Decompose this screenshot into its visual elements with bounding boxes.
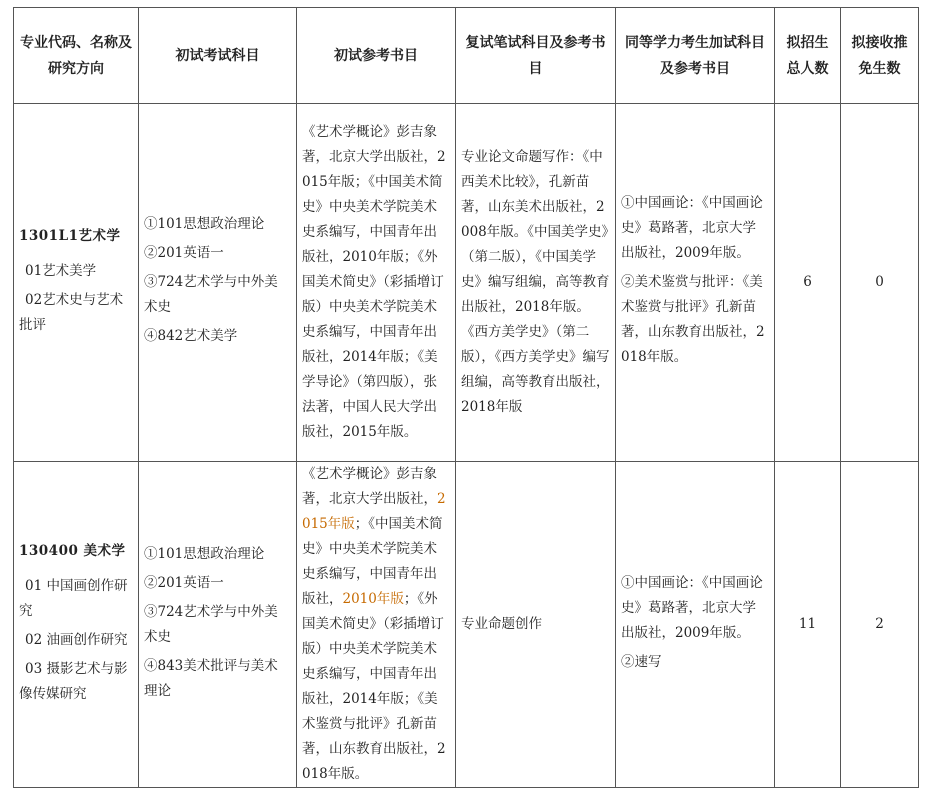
exempt-cell: 0: [841, 104, 919, 462]
header-exempt-count: 拟接收推免生数: [841, 8, 919, 104]
subjects-cell: [139, 462, 297, 788]
subject: ②201英语一: [144, 574, 224, 591]
header-major: 专业代码、名称及研究方向: [14, 8, 139, 104]
subject: ③724艺术学与中外美术史: [144, 274, 278, 315]
major-name: 130400 美术学: [19, 542, 126, 559]
subject: ①101思想政治理论: [144, 216, 265, 232]
books-cell: [297, 462, 456, 788]
extra-cell: [616, 104, 775, 462]
extra-item: ②速写: [621, 653, 662, 670]
subject: ①101思想政治理论: [144, 545, 265, 562]
total-cell: 11: [775, 462, 841, 788]
retest-cell: 专业论文命题写作：《中西美术比较》，孔新苗著，山东美术出版社，2008年版。《中国美学史》（第二版），《中国美学史》编写组编，高等教育出版社，2018年版。《西方美学史》（第二版），《西方美学史》编写组编，高等教育出版社，2018年版: [456, 104, 616, 462]
major-cell: [14, 462, 139, 788]
total-cell: 6: [775, 104, 841, 462]
books-text: 《艺术学概论》彭吉象著，北京大学出版社，: [302, 466, 437, 507]
books-highlight: 2010年版: [342, 591, 404, 607]
direction: 01 中国画创作研究: [19, 577, 128, 619]
retest-cell: 专业命题创作: [456, 462, 616, 788]
direction: 02 油画创作研究: [25, 631, 128, 648]
books-text: ；《外国美术简史》（彩插增订版）中央美术学院美术史系编写，中国青年出版社，2014年版；《美术鉴赏与批评》孔新苗著，山东教育出版社，2018年版。: [302, 591, 446, 782]
header-total-enrollment: 拟招生总人数: [775, 8, 841, 104]
header-row: [14, 8, 919, 104]
header-exam-subjects: 初试考试科目: [139, 8, 297, 104]
extra-item: ①中国画论：《中国画论史》葛路著，北京大学出版社，2009年版。: [621, 574, 763, 641]
admissions-table: [13, 7, 919, 788]
header-extra-exam: 同等学力考生加试科目及参考书目: [616, 8, 775, 104]
subject: ④843美术批评与美术理论: [144, 657, 278, 699]
direction: 01艺术美学: [25, 262, 97, 279]
table-row: [14, 462, 919, 788]
header-reference-books: 初试参考书目: [297, 8, 456, 104]
major-cell: [14, 104, 139, 462]
subjects-cell: [139, 104, 297, 462]
extra-item: ①中国画论：《中国画论史》葛路著，北京大学出版社，2009年版。: [621, 195, 763, 261]
direction: 02艺术史与艺术批评: [19, 291, 124, 333]
extra-cell: [616, 462, 775, 788]
subject: ②201英语一: [144, 245, 224, 261]
header-retest: 复试笔试科目及参考书目: [456, 8, 616, 104]
subject: ③724艺术学与中外美术史: [144, 603, 278, 645]
books-text: ；《中国美术简史》中央美术学院美术史系编写，中国青年出版社，: [302, 516, 443, 607]
table-row: [14, 104, 919, 462]
major-name: 1301L1艺术学: [19, 227, 121, 244]
books-highlight: 2015年版: [302, 491, 446, 532]
extra-item: ②美术鉴赏与批评：《美术鉴赏与批评》孔新苗著，山东教育出版社，2018年版。: [621, 274, 765, 365]
subject: ④842艺术美学: [144, 328, 238, 344]
direction: 03 摄影艺术与影像传媒研究: [19, 660, 128, 702]
exempt-cell: 2: [841, 462, 919, 788]
books-cell: 《艺术学概论》彭吉象著，北京大学出版社，2015年版；《中国美术简史》中央美术学院美术史系编写，中国青年出版社，2010年版；《外国美术简史》（彩插增订版）中央美术学院美术史系编写，中国青年出版社，2014年版；《美学导论》（第四版），张法著，中国人民大学出版社，2015年版。: [297, 104, 456, 462]
